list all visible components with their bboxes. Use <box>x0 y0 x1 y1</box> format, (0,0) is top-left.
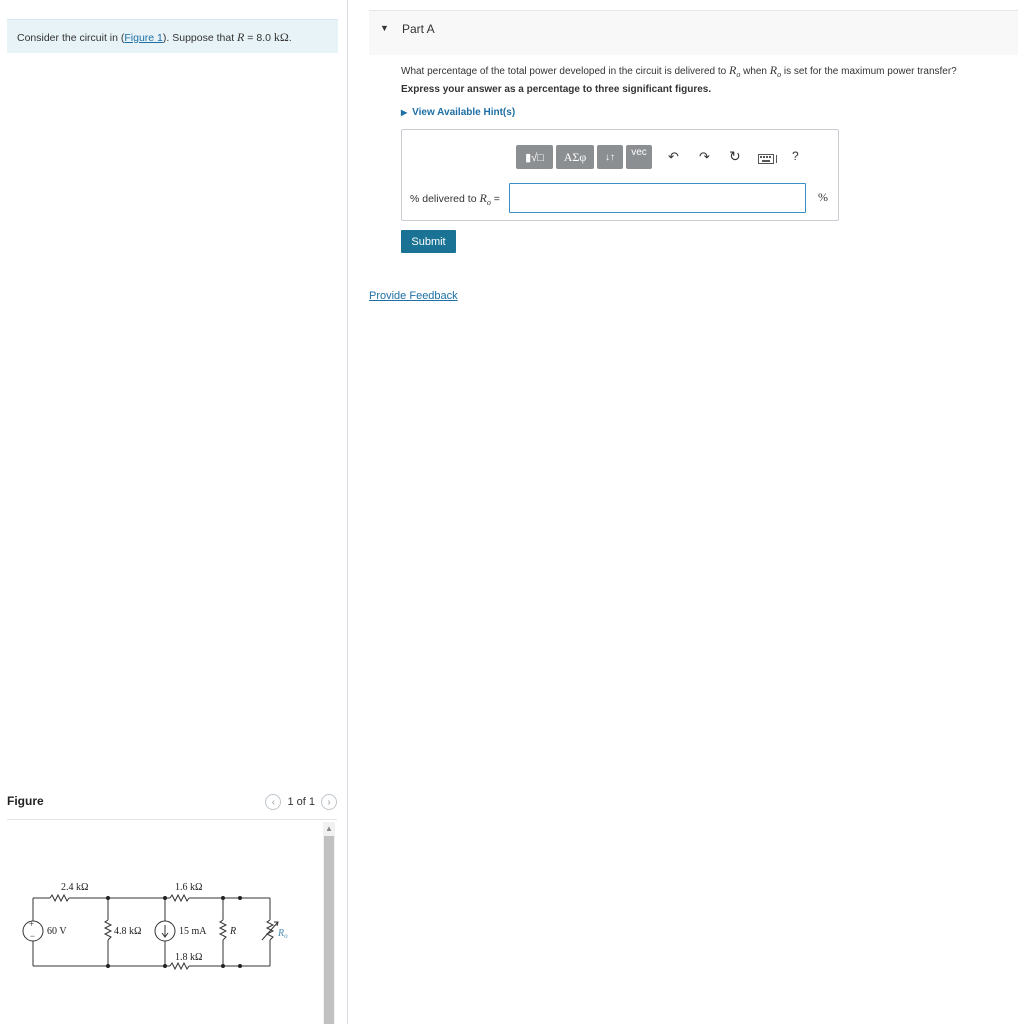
intro-text: Consider the circuit in ( <box>17 32 125 44</box>
question-text: What percentage of the total power developed in the circuit is delivered to $R_o$ when $R_o$ is set for the maximum power transfer? <box>401 63 957 79</box>
help-button[interactable]: ? <box>792 149 799 163</box>
figure-title: Figure <box>7 794 44 808</box>
label-source-v: 60 V <box>47 926 67 937</box>
reset-icon[interactable]: ↻ <box>729 148 741 164</box>
label-source-i: 15 mA <box>179 926 207 937</box>
answer-instructions: Express your answer as a percentage to three significant figures. <box>401 84 712 95</box>
label-r-variable: R <box>230 926 237 937</box>
part-a-header[interactable] <box>369 10 1018 55</box>
answer-unit: % <box>818 190 828 204</box>
expand-triangle-icon: ▶ <box>401 108 408 117</box>
intro-text-middle: ). Suppose that <box>162 32 238 44</box>
intro-unit: kΩ <box>273 30 289 44</box>
label-r4: 1.8 kΩ <box>175 952 203 963</box>
svg-text:+: + <box>29 919 35 929</box>
submit-button[interactable]: Submit <box>401 230 456 253</box>
prev-figure-button[interactable]: ‹ <box>265 794 281 810</box>
svg-text:−: − <box>30 931 36 941</box>
problem-intro <box>7 19 338 53</box>
scroll-thumb[interactable] <box>324 836 334 1024</box>
label-r1: 2.4 kΩ <box>61 882 89 893</box>
figure-divider <box>7 819 337 820</box>
undo-icon[interactable]: ↶ <box>668 149 679 164</box>
intro-end: . <box>288 32 292 44</box>
label-ro: $R_o$ <box>278 928 288 940</box>
figure-header <box>7 794 337 818</box>
answer-input[interactable] <box>509 183 806 213</box>
label-r2: 1.6 kΩ <box>175 882 203 893</box>
templates-button[interactable]: ▮√□ <box>516 145 553 169</box>
intro-equals: = 8.0 <box>244 32 274 44</box>
greek-symbols-button[interactable]: ΑΣφ <box>556 145 594 169</box>
label-r3: 4.8 kΩ <box>114 926 142 937</box>
figure-scrollbar[interactable] <box>323 822 335 1024</box>
part-title: Part A <box>402 22 435 36</box>
pager-count: 1 of 1 <box>287 796 315 808</box>
hints-label: View Available Hint(s) <box>412 107 516 118</box>
next-figure-button[interactable]: › <box>321 794 337 810</box>
left-pane <box>0 0 346 1024</box>
answer-label: % delivered to $R_o$ = <box>410 191 500 208</box>
answer-box <box>401 129 839 221</box>
intro-variable: R <box>237 30 245 44</box>
view-hints-link[interactable] <box>401 107 515 118</box>
redo-icon[interactable]: ↷ <box>699 149 710 164</box>
arrows-button[interactable]: ↓↑ <box>597 145 623 169</box>
scroll-up-icon[interactable]: ▲ <box>325 824 333 833</box>
figure-pager <box>265 794 337 810</box>
pane-divider <box>347 0 348 1024</box>
keyboard-icon[interactable] <box>758 152 778 167</box>
provide-feedback-link[interactable]: Provide Feedback <box>369 290 458 302</box>
figure-link[interactable]: Figure 1 <box>124 32 163 44</box>
vector-button[interactable]: vec <box>626 145 652 169</box>
circuit-diagram <box>20 872 310 982</box>
collapse-caret-icon[interactable]: ▼ <box>380 23 389 33</box>
